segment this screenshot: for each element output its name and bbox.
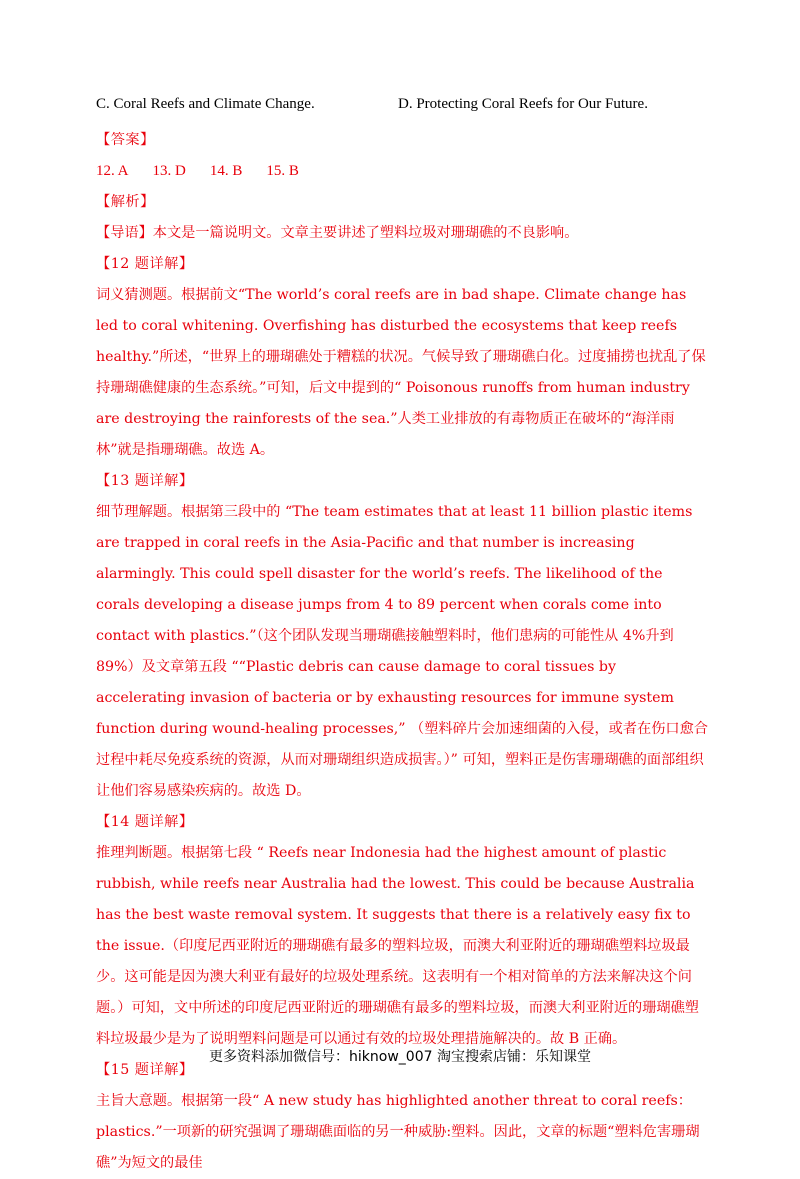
q14-explanation: 推理判断题。根据第七段 “ Reefs near Indonesia had the highest amount of plastic rubbish, while reefs near Australia had the lowest. This could be because Australia has the best waste removal system. It suggests that there is a relatively easy fix to the issue.（印度尼西亚附近的珊瑚礁有最多的塑料垃圾，而澳大利亚附近的珊瑚礁塑料垃圾最少。这可能是因为澳大利亚有最好的垃圾处理系统。这表明有一个相对简单的方法来解决这个问题。）可知，文中所述的印度尼西亚附近的珊瑚礁有最多的塑料垃圾，而澳大利亚附近的珊瑚礁塑料垃圾最少是为了说明塑料问题是可以通过有效的垃圾处理措施解决的。故 B 正确。 <box>96 845 699 1047</box>
intro-paragraph: 【导语】本文是一篇说明文。文章主要讲述了塑料垃圾对珊瑚礁的不良影响。 <box>96 225 579 241</box>
q15-explanation: 主旨大意题。根据第一段“ A new study has highlighted another threat to coral reefs：plastics.”一项新的研究强调了珊瑚礁面临的另一种威胁:塑料。因此，文章的标题“塑料危害珊瑚礁”为短文的最佳 <box>96 1093 700 1171</box>
answer-13: 13. D <box>152 163 186 179</box>
q12-heading: 【12 题详解】 <box>96 256 194 272</box>
answer-list <box>96 156 708 187</box>
option-d: D. Protecting Coral Reefs for Our Future. <box>398 96 648 112</box>
answer-heading: 【答案】 <box>96 132 155 148</box>
q12-explanation: 词义猜测题。根据前文“The world’s coral reefs are in bad shape. Climate change has led to coral whitening. Overfishing has disturbed the ecosystems that keep reefs healthy.”所述，“世界上的珊瑚礁处于糟糕的状况。气候导致了珊瑚礁白化。过度捕捞也扰乱了保持珊瑚礁健康的生态系统。”可知，后文中提到的“ Poisonous runoffs from human industry are destroying the rainforests of the sea.”人类工业排放的有毒物质正在破坏的“海洋雨林”就是指珊瑚礁。故选 A。 <box>96 287 706 458</box>
q13-explanation: 细节理解题。根据第三段中的 “The team estimates that at least 11 billion plastic items are trapped in coral reefs in the Asia-Pacific and that number is increasing alarmingly. This could spell disaster for the world’s reefs. The likelihood of the corals developing a disease jumps from 4 to 89 percent when corals come into contact with plastics.”（这个团队发现当珊瑚礁接触塑料时，他们患病的可能性从 4%升到 89%）及文章第五段 ““Plastic debris can cause damage to coral tissues by accelerating invasion of bacteria or by exhausting resources for immune system function during wound-healing processes,” （塑料碎片会加速细菌的入侵，或者在伤口愈合过程中耗尽免疫系统的资源，从而对珊瑚组织造成损害。）” 可知，塑料正是伤害珊瑚礁的面部组织让他们容易感染疾病的。故选 D。 <box>96 504 708 799</box>
explanation-content <box>96 125 708 1179</box>
q14-heading: 【14 题详解】 <box>96 814 194 830</box>
answer-12: 12. A <box>96 163 129 179</box>
answer-14: 14. B <box>209 163 243 179</box>
answer-options <box>96 96 716 118</box>
answer-15: 15. B <box>266 163 299 179</box>
q15-heading: 【15 题详解】 <box>96 1062 194 1078</box>
page-footer: 更多资料添加微信号：hiknow_007 淘宝搜索店铺：乐知课堂 <box>209 1049 591 1065</box>
q13-heading: 【13 题详解】 <box>96 473 194 489</box>
analysis-heading: 【解析】 <box>96 194 155 210</box>
option-c: C. Coral Reefs and Climate Change. <box>96 96 315 112</box>
